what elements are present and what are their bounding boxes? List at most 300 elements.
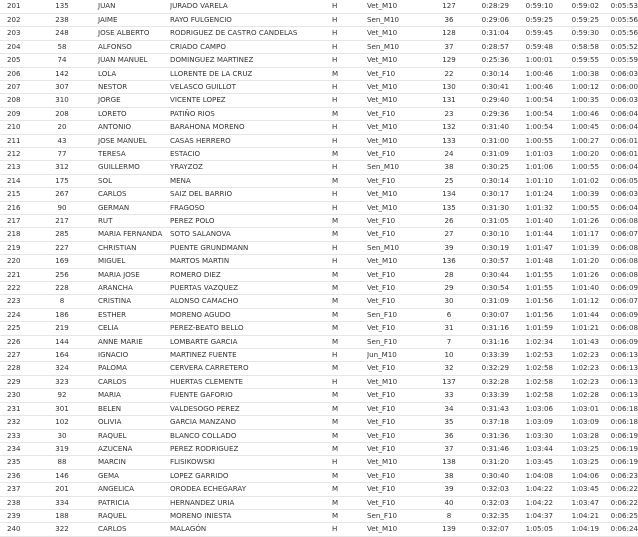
table-row — [0, 80, 638, 93]
position-cell: 201 — [0, 0, 36, 13]
category-cell: Sen_M10 — [367, 13, 429, 26]
chip-time-cell: 1:01:17 — [553, 228, 599, 241]
pace-cell: 0:06:04 — [599, 107, 638, 120]
gun-time-cell: 1:02:58 — [509, 375, 553, 388]
sex-cell: H — [332, 241, 367, 254]
position-cell: 233 — [0, 429, 36, 442]
bib-number-cell: 169 — [36, 255, 88, 268]
gun-time-cell: 1:01:47 — [509, 241, 553, 254]
category-cell: Vet_F10 — [367, 483, 429, 496]
gun-time-cell: 1:01:44 — [509, 228, 553, 241]
position-cell: 202 — [0, 13, 36, 26]
position-cell: 235 — [0, 456, 36, 469]
position-cell: 219 — [0, 241, 36, 254]
category-cell: Vet_F10 — [367, 469, 429, 482]
first-name-cell: ESTHER — [88, 308, 170, 321]
pace-cell: 0:06:08 — [599, 322, 638, 335]
first-name-cell: GERMAN — [88, 201, 170, 214]
category-position-cell: 133 — [429, 134, 469, 147]
first-name-cell: NESTOR — [88, 80, 170, 93]
sex-cell: H — [332, 27, 367, 40]
chip-time-cell: 1:04:06 — [553, 469, 599, 482]
bib-number-cell: 135 — [36, 0, 88, 13]
bib-number-cell: 208 — [36, 107, 88, 120]
split-time-cell: 0:29:06 — [469, 13, 509, 26]
position-cell: 210 — [0, 121, 36, 134]
chip-time-cell: 1:03:47 — [553, 496, 599, 509]
pace-cell: 0:06:04 — [599, 201, 638, 214]
first-name-cell: ANNE MARIE — [88, 335, 170, 348]
gun-time-cell: 1:01:59 — [509, 322, 553, 335]
category-position-cell: 25 — [429, 174, 469, 187]
first-name-cell: ALFONSO — [88, 40, 170, 53]
split-time-cell: 0:30:40 — [469, 469, 509, 482]
bib-number-cell: 238 — [36, 13, 88, 26]
category-cell: Vet_F10 — [367, 215, 429, 228]
first-name-cell: AZUCENA — [88, 442, 170, 455]
first-name-cell: MARIA JOSE — [88, 268, 170, 281]
sex-cell: M — [332, 362, 367, 375]
bib-number-cell: 301 — [36, 402, 88, 415]
chip-time-cell: 1:01:40 — [553, 282, 599, 295]
position-cell: 231 — [0, 402, 36, 415]
table-row — [0, 94, 638, 107]
split-time-cell: 0:30:54 — [469, 282, 509, 295]
gun-time-cell: 1:01:32 — [509, 201, 553, 214]
chip-time-cell: 1:00:55 — [553, 201, 599, 214]
bib-number-cell: 322 — [36, 523, 88, 536]
last-name-cell: JURADO VARELA — [170, 0, 332, 13]
chip-time-cell: 1:03:25 — [553, 456, 599, 469]
table-row — [0, 27, 638, 40]
last-name-cell: GARCIA MANZANO — [170, 416, 332, 429]
category-cell: Vet_F10 — [367, 228, 429, 241]
first-name-cell: JORGE — [88, 94, 170, 107]
position-cell: 213 — [0, 161, 36, 174]
split-time-cell: 0:31:09 — [469, 147, 509, 160]
last-name-cell: PEREZ POLO — [170, 215, 332, 228]
first-name-cell: CARLOS — [88, 523, 170, 536]
table-row — [0, 228, 638, 241]
table-row — [0, 174, 638, 187]
pace-cell: 0:06:05 — [599, 174, 638, 187]
split-time-cell: 0:32:29 — [469, 362, 509, 375]
table-row — [0, 0, 638, 13]
split-time-cell: 0:31:43 — [469, 402, 509, 415]
last-name-cell: ROMERO DIEZ — [170, 268, 332, 281]
sex-cell: M — [332, 509, 367, 522]
position-cell: 230 — [0, 389, 36, 402]
gun-time-cell: 1:00:54 — [509, 107, 553, 120]
category-position-cell: 132 — [429, 121, 469, 134]
position-cell: 238 — [0, 496, 36, 509]
gun-time-cell: 0:59:45 — [509, 27, 553, 40]
pace-cell: 0:05:53 — [599, 0, 638, 13]
category-position-cell: 29 — [429, 282, 469, 295]
category-cell: Vet_F10 — [367, 402, 429, 415]
gun-time-cell: 1:03:44 — [509, 442, 553, 455]
bib-number-cell: 164 — [36, 349, 88, 362]
last-name-cell: ESTACIO — [170, 147, 332, 160]
bib-number-cell: 228 — [36, 282, 88, 295]
table-row — [0, 442, 638, 455]
position-cell: 208 — [0, 94, 36, 107]
split-time-cell: 0:31:16 — [469, 322, 509, 335]
first-name-cell: RAQUEL — [88, 429, 170, 442]
split-time-cell: 0:25:36 — [469, 54, 509, 67]
first-name-cell: MIGUEL — [88, 255, 170, 268]
bib-number-cell: 267 — [36, 188, 88, 201]
chip-time-cell: 0:58:58 — [553, 40, 599, 53]
last-name-cell: FUENTE GAFORIO — [170, 389, 332, 402]
bib-number-cell: 307 — [36, 80, 88, 93]
sex-cell: M — [332, 107, 367, 120]
category-cell: Vet_F10 — [367, 429, 429, 442]
first-name-cell: BELEN — [88, 402, 170, 415]
sex-cell: M — [332, 308, 367, 321]
last-name-cell: ALONSO CAMACHO — [170, 295, 332, 308]
gun-time-cell: 1:03:06 — [509, 402, 553, 415]
table-row — [0, 295, 638, 308]
category-position-cell: 32 — [429, 362, 469, 375]
chip-time-cell: 0:59:55 — [553, 54, 599, 67]
first-name-cell: IGNACIO — [88, 349, 170, 362]
sex-cell: M — [332, 228, 367, 241]
chip-time-cell: 1:03:45 — [553, 483, 599, 496]
position-cell: 240 — [0, 523, 36, 536]
bib-number-cell: 248 — [36, 27, 88, 40]
first-name-cell: JAIME — [88, 13, 170, 26]
split-time-cell: 0:32:35 — [469, 509, 509, 522]
pace-cell: 0:06:13 — [599, 349, 638, 362]
pace-cell: 0:06:03 — [599, 67, 638, 80]
category-cell: Sen_F10 — [367, 335, 429, 348]
split-time-cell: 0:32:03 — [469, 483, 509, 496]
category-position-cell: 37 — [429, 40, 469, 53]
pace-cell: 0:06:07 — [599, 228, 638, 241]
pace-cell: 0:06:09 — [599, 308, 638, 321]
table-row — [0, 215, 638, 228]
first-name-cell: MARIA FERNANDA — [88, 228, 170, 241]
split-time-cell: 0:29:36 — [469, 107, 509, 120]
pace-cell: 0:06:22 — [599, 483, 638, 496]
pace-cell: 0:06:01 — [599, 147, 638, 160]
first-name-cell: OLIVIA — [88, 416, 170, 429]
category-position-cell: 128 — [429, 27, 469, 40]
sex-cell: H — [332, 161, 367, 174]
category-position-cell: 130 — [429, 80, 469, 93]
position-cell: 222 — [0, 282, 36, 295]
gun-time-cell: 1:01:24 — [509, 188, 553, 201]
category-position-cell: 38 — [429, 161, 469, 174]
last-name-cell: PATIÑO RIOS — [170, 107, 332, 120]
sex-cell: H — [332, 54, 367, 67]
gun-time-cell: 1:03:45 — [509, 456, 553, 469]
table-row — [0, 13, 638, 26]
split-time-cell: 0:31:04 — [469, 27, 509, 40]
position-cell: 221 — [0, 268, 36, 281]
category-position-cell: 136 — [429, 255, 469, 268]
position-cell: 229 — [0, 375, 36, 388]
gun-time-cell: 1:04:08 — [509, 469, 553, 482]
pace-cell: 0:05:52 — [599, 40, 638, 53]
position-cell: 234 — [0, 442, 36, 455]
last-name-cell: MENA — [170, 174, 332, 187]
category-position-cell: 129 — [429, 54, 469, 67]
pace-cell: 0:06:09 — [599, 282, 638, 295]
first-name-cell: CARLOS — [88, 188, 170, 201]
category-cell: Vet_M10 — [367, 456, 429, 469]
split-time-cell: 0:31:46 — [469, 442, 509, 455]
bib-number-cell: 102 — [36, 416, 88, 429]
chip-time-cell: 1:00:46 — [553, 107, 599, 120]
gun-time-cell: 1:01:48 — [509, 255, 553, 268]
pace-cell: 0:06:19 — [599, 456, 638, 469]
category-position-cell: 34 — [429, 402, 469, 415]
first-name-cell: SOL — [88, 174, 170, 187]
sex-cell: M — [332, 282, 367, 295]
table-row — [0, 469, 638, 482]
table-row — [0, 54, 638, 67]
bib-number-cell: 88 — [36, 456, 88, 469]
pace-cell: 0:06:08 — [599, 255, 638, 268]
table-row — [0, 67, 638, 80]
sex-cell: H — [332, 13, 367, 26]
category-cell: Vet_F10 — [367, 322, 429, 335]
last-name-cell: ORODEA ECHEGARAY — [170, 483, 332, 496]
category-position-cell: 37 — [429, 442, 469, 455]
category-cell: Vet_F10 — [367, 442, 429, 455]
category-position-cell: 8 — [429, 509, 469, 522]
gun-time-cell: 1:00:01 — [509, 54, 553, 67]
position-cell: 223 — [0, 295, 36, 308]
category-position-cell: 28 — [429, 268, 469, 281]
table-row — [0, 308, 638, 321]
first-name-cell: CRISTINA — [88, 295, 170, 308]
sex-cell: M — [332, 174, 367, 187]
sex-cell: H — [332, 121, 367, 134]
last-name-cell: PEREZ RODRIGUEZ — [170, 442, 332, 455]
position-cell: 205 — [0, 54, 36, 67]
position-cell: 237 — [0, 483, 36, 496]
first-name-cell: GEMA — [88, 469, 170, 482]
last-name-cell: FRAGOSO — [170, 201, 332, 214]
gun-time-cell: 1:02:34 — [509, 335, 553, 348]
table-row — [0, 188, 638, 201]
bib-number-cell: 144 — [36, 335, 88, 348]
category-cell: Sen_F10 — [367, 308, 429, 321]
gun-time-cell: 1:02:58 — [509, 389, 553, 402]
chip-time-cell: 1:02:23 — [553, 349, 599, 362]
last-name-cell: HUERTAS CLEMENTE — [170, 375, 332, 388]
position-cell: 217 — [0, 215, 36, 228]
sex-cell: H — [332, 40, 367, 53]
chip-time-cell: 1:01:44 — [553, 308, 599, 321]
pace-cell: 0:06:03 — [599, 94, 638, 107]
bib-number-cell: 312 — [36, 161, 88, 174]
category-cell: Vet_F10 — [367, 416, 429, 429]
category-position-cell: 39 — [429, 483, 469, 496]
pace-cell: 0:06:08 — [599, 268, 638, 281]
split-time-cell: 0:31:09 — [469, 295, 509, 308]
last-name-cell: SAIZ DEL BARRIO — [170, 188, 332, 201]
last-name-cell: SOTO SALANOVA — [170, 228, 332, 241]
category-cell: Vet_M10 — [367, 523, 429, 536]
chip-time-cell: 1:01:39 — [553, 241, 599, 254]
first-name-cell: CHRISTIAN — [88, 241, 170, 254]
split-time-cell: 0:30:57 — [469, 255, 509, 268]
category-position-cell: 39 — [429, 241, 469, 254]
sex-cell: H — [332, 201, 367, 214]
chip-time-cell: 1:02:28 — [553, 389, 599, 402]
chip-time-cell: 1:01:43 — [553, 335, 599, 348]
bib-number-cell: 324 — [36, 362, 88, 375]
gun-time-cell: 1:02:53 — [509, 349, 553, 362]
first-name-cell: RUT — [88, 215, 170, 228]
first-name-cell: JOSE ALBERTO — [88, 27, 170, 40]
category-position-cell: 134 — [429, 188, 469, 201]
category-cell: Vet_M10 — [367, 121, 429, 134]
chip-time-cell: 1:00:55 — [553, 161, 599, 174]
gun-time-cell: 1:00:46 — [509, 80, 553, 93]
bib-number-cell: 92 — [36, 389, 88, 402]
first-name-cell: JOSE MANUEL — [88, 134, 170, 147]
category-cell: Vet_M10 — [367, 94, 429, 107]
last-name-cell: PUENTE GRUNDMANN — [170, 241, 332, 254]
sex-cell: M — [332, 147, 367, 160]
category-cell: Sen_M10 — [367, 40, 429, 53]
last-name-cell: LLORENTE DE LA CRUZ — [170, 67, 332, 80]
split-time-cell: 0:30:41 — [469, 80, 509, 93]
table-row — [0, 268, 638, 281]
gun-time-cell: 1:00:46 — [509, 67, 553, 80]
table-row — [0, 509, 638, 522]
gun-time-cell: 1:04:22 — [509, 496, 553, 509]
table-row — [0, 456, 638, 469]
category-cell: Jun_M10 — [367, 349, 429, 362]
sex-cell: M — [332, 483, 367, 496]
category-cell: Vet_F10 — [367, 496, 429, 509]
first-name-cell: ANGELICA — [88, 483, 170, 496]
table-row — [0, 402, 638, 415]
position-cell: 216 — [0, 201, 36, 214]
bib-number-cell: 323 — [36, 375, 88, 388]
sex-cell: M — [332, 389, 367, 402]
gun-time-cell: 1:04:37 — [509, 509, 553, 522]
last-name-cell: MORENO INIESTA — [170, 509, 332, 522]
last-name-cell: PUERTAS VAZQUEZ — [170, 282, 332, 295]
last-name-cell: LOPEZ GARRIDO — [170, 469, 332, 482]
bib-number-cell: 310 — [36, 94, 88, 107]
first-name-cell: CELIA — [88, 322, 170, 335]
position-cell: 206 — [0, 67, 36, 80]
split-time-cell: 0:30:14 — [469, 174, 509, 187]
category-cell: Vet_M10 — [367, 255, 429, 268]
table-row — [0, 147, 638, 160]
chip-time-cell: 1:04:19 — [553, 523, 599, 536]
chip-time-cell: 1:01:12 — [553, 295, 599, 308]
category-position-cell: 27 — [429, 228, 469, 241]
chip-time-cell: 1:01:02 — [553, 174, 599, 187]
category-position-cell: 36 — [429, 13, 469, 26]
position-cell: 207 — [0, 80, 36, 93]
position-cell: 228 — [0, 362, 36, 375]
pace-cell: 0:06:19 — [599, 442, 638, 455]
bib-number-cell: 43 — [36, 134, 88, 147]
gun-time-cell: 1:00:54 — [509, 94, 553, 107]
pace-cell: 0:06:07 — [599, 295, 638, 308]
split-time-cell: 0:33:39 — [469, 389, 509, 402]
category-position-cell: 22 — [429, 67, 469, 80]
split-time-cell: 0:30:19 — [469, 241, 509, 254]
position-cell: 203 — [0, 27, 36, 40]
bib-number-cell: 175 — [36, 174, 88, 187]
table-row — [0, 362, 638, 375]
table-row — [0, 121, 638, 134]
category-cell: Vet_M10 — [367, 188, 429, 201]
pace-cell: 0:06:22 — [599, 496, 638, 509]
category-cell: Vet_M10 — [367, 27, 429, 40]
bib-number-cell: 8 — [36, 295, 88, 308]
split-time-cell: 0:30:10 — [469, 228, 509, 241]
table-row — [0, 201, 638, 214]
first-name-cell: GUILLERMO — [88, 161, 170, 174]
split-time-cell: 0:30:17 — [469, 188, 509, 201]
sex-cell: H — [332, 94, 367, 107]
chip-time-cell: 1:00:20 — [553, 147, 599, 160]
split-time-cell: 0:32:03 — [469, 496, 509, 509]
sex-cell: M — [332, 416, 367, 429]
chip-time-cell: 1:01:20 — [553, 255, 599, 268]
pace-cell: 0:06:18 — [599, 416, 638, 429]
gun-time-cell: 1:04:22 — [509, 483, 553, 496]
sex-cell: M — [332, 215, 367, 228]
category-cell: Vet_M10 — [367, 375, 429, 388]
category-position-cell: 38 — [429, 469, 469, 482]
gun-time-cell: 0:59:10 — [509, 0, 553, 13]
position-cell: 209 — [0, 107, 36, 120]
chip-time-cell: 1:00:45 — [553, 121, 599, 134]
chip-time-cell: 1:02:23 — [553, 375, 599, 388]
table-row — [0, 375, 638, 388]
category-cell: Vet_M10 — [367, 201, 429, 214]
bib-number-cell: 285 — [36, 228, 88, 241]
split-time-cell: 0:31:30 — [469, 201, 509, 214]
bib-number-cell: 256 — [36, 268, 88, 281]
category-cell: Vet_F10 — [367, 282, 429, 295]
last-name-cell: MARTOS MARTIN — [170, 255, 332, 268]
last-name-cell: CRIADO CAMPO — [170, 40, 332, 53]
bib-number-cell: 20 — [36, 121, 88, 134]
chip-time-cell: 1:01:26 — [553, 268, 599, 281]
split-time-cell: 0:33:39 — [469, 349, 509, 362]
chip-time-cell: 1:03:09 — [553, 416, 599, 429]
sex-cell: M — [332, 295, 367, 308]
position-cell: 226 — [0, 335, 36, 348]
pace-cell: 0:05:59 — [599, 54, 638, 67]
category-position-cell: 137 — [429, 375, 469, 388]
gun-time-cell: 1:01:56 — [509, 308, 553, 321]
gun-time-cell: 1:01:55 — [509, 268, 553, 281]
chip-time-cell: 0:59:25 — [553, 13, 599, 26]
pace-cell: 0:06:08 — [599, 241, 638, 254]
first-name-cell: RAQUEL — [88, 509, 170, 522]
chip-time-cell: 1:00:35 — [553, 94, 599, 107]
split-time-cell: 0:32:07 — [469, 523, 509, 536]
sex-cell: H — [332, 456, 367, 469]
split-time-cell: 0:30:25 — [469, 161, 509, 174]
category-cell: Vet_M10 — [367, 54, 429, 67]
